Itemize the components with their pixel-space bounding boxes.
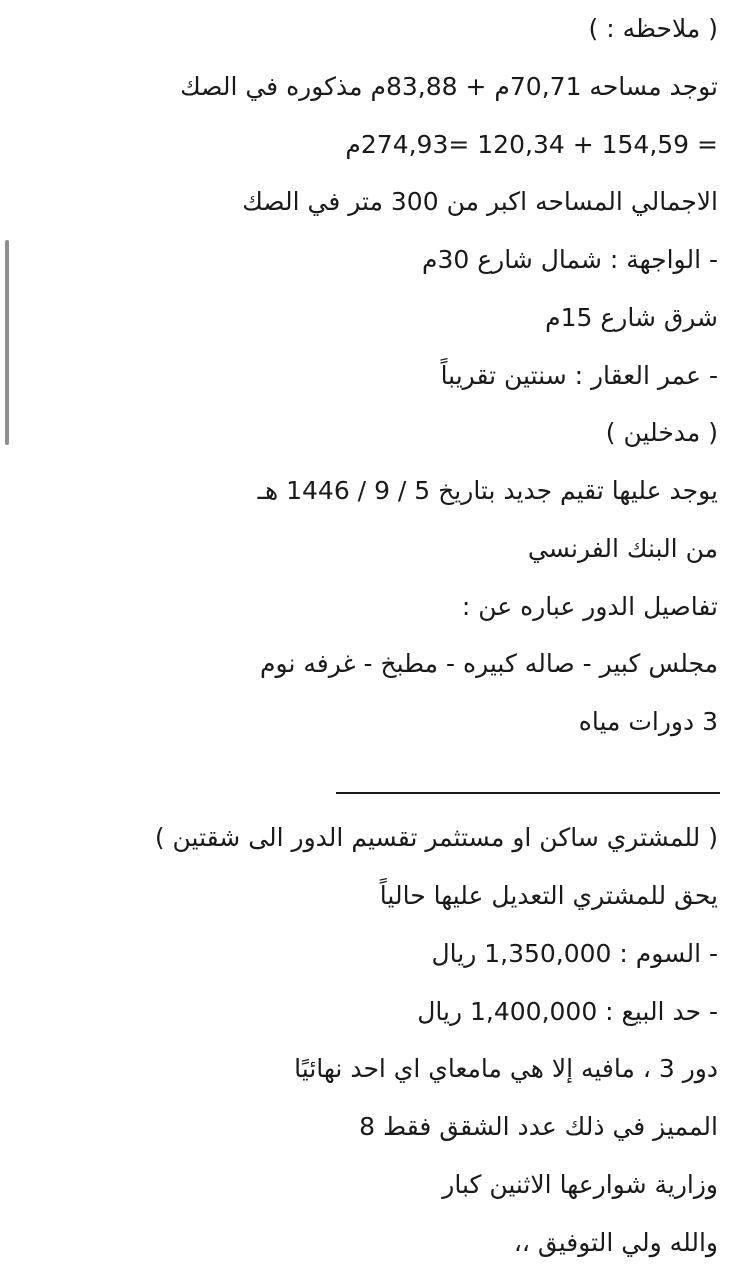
note-line-property-age: - عمر العقار : سنتين تقريباً [440, 361, 718, 390]
offer-line-sale-limit: - حد البيع : 1,400,000 ريال [417, 997, 718, 1026]
note-heading: ( ملاحظه : ) [588, 14, 718, 43]
note-line-frontage-north: - الواجهة : شمال شارع 30م [421, 245, 718, 274]
note-line-total-area: الاجمالي المساحه اكبر من 300 متر في الصك [242, 187, 718, 216]
vertical-scrollbar[interactable] [5, 240, 9, 445]
offer-line-asking-price: - السوم : 1,350,000 ريال [431, 939, 718, 968]
offer-line-apartment-count: المميز في ذلك عدد الشقق فقط 8 [359, 1112, 718, 1141]
note-line-area-sum: = 154,59 + 120,34 =274,93م [345, 130, 718, 159]
offer-line-floor-number: دور 3 ، مافيه إلا هي مامعاي اي احد نهائيًا [294, 1054, 718, 1083]
offer-line-modification: يحق للمشتري التعديل عليها حالياً [379, 881, 718, 910]
note-line-appraisal-bank: من البنك الفرنسي [527, 534, 718, 563]
note-line-floor-rooms: مجلس كبير - صاله كبيره - مطبخ - غرفه نوم [260, 649, 718, 678]
offer-line-streets: وزارية شوارعها الاثنين كبار [442, 1170, 718, 1199]
note-line-bathrooms: 3 دورات مياه [578, 707, 718, 736]
note-line-floor-details-heading: تفاصيل الدور عباره عن : [461, 592, 718, 621]
note-line-entrances: ( مدخلين ) [605, 418, 718, 447]
note-line-area-deed: توجد مساحه 70,71م + 83,88م مذكوره في الصك [180, 72, 718, 101]
offer-line-buyer-type: ( للمشتري ساكن او مستثمر تقسيم الدور الى شقتين ) [154, 823, 718, 852]
note-line-appraisal-date: يوجد عليها تقيم جديد بتاريخ 5 / 9 / 1446 هـ [257, 476, 718, 505]
section-divider [336, 792, 720, 794]
note-line-frontage-east: شرق شارع 15م [545, 303, 718, 332]
offer-line-closing: والله ولي التوفيق ،، [513, 1228, 718, 1257]
